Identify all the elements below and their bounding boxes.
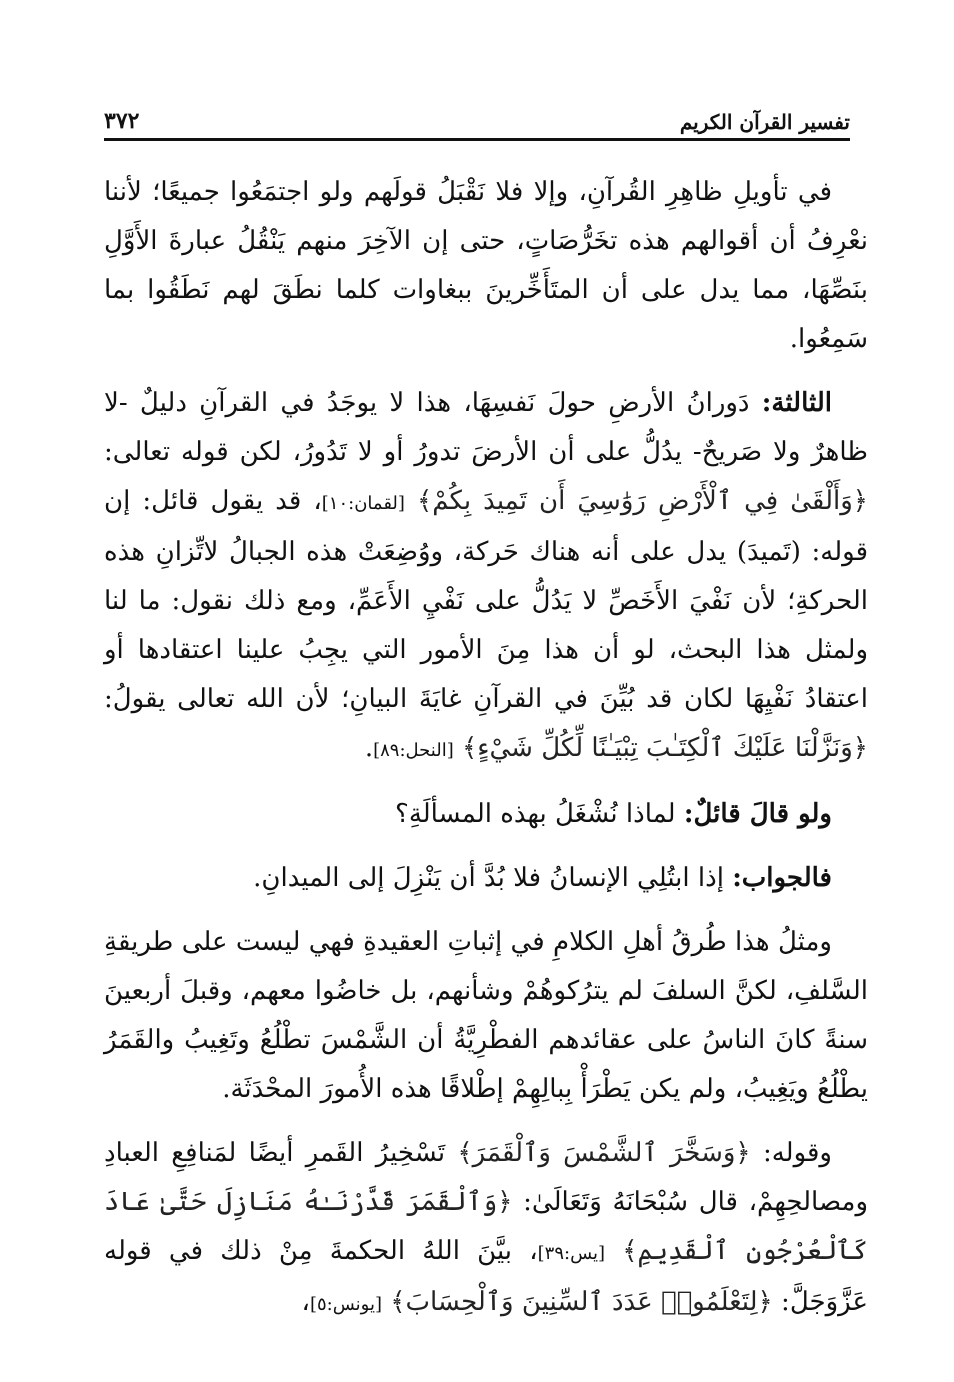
paragraph-2 bbox=[104, 379, 868, 775]
paragraph-text: وقوله: bbox=[750, 1138, 832, 1168]
quran-verse: ﴿لِتَعْلَمُوا۟ عَدَدَ ٱلسِّنِينَ وَٱلْحِسَابَ﴾ bbox=[390, 1287, 773, 1317]
paragraph-text: إذا ابتُلِي الإنسانُ فلا بُدَّ أن يَنْزِلَ إلى الميدانِ. bbox=[253, 863, 733, 893]
paragraph-text: ، بيَّنَ اللهُ الحكمةَ مِنْ ذلك في قوله عَزَّوَجَلَّ: bbox=[104, 1236, 868, 1317]
quran-verse: ﴿وَنَزَّلْنَا عَلَيْكَ ٱلْكِتَـٰبَ تِبْيَـٰنًا لِّكُلِّ شَيْءٍ﴾ bbox=[462, 733, 868, 763]
quran-verse: ﴿وَسَخَّرَ ٱلشَّمْسَ وَٱلْقَمَرَ﴾ bbox=[457, 1138, 751, 1168]
verse-reference: [يونس:٥] bbox=[309, 1294, 383, 1315]
paragraph-lead: ولو قالَ قائلٌ: bbox=[683, 799, 832, 829]
paragraph-end: . bbox=[364, 733, 374, 763]
verse-reference: [يس:٣٩] bbox=[537, 1243, 606, 1264]
paragraph-end: ، bbox=[301, 1287, 310, 1317]
paragraph-text: دَورانُ الأرضِ حولَ نَفسِهَا، هذا لا يوجَدُ في القرآنِ دليلٌ -لا ظاهرٌ ولا صَريحٌ- يدُلُّ على أن الأرضَ تدورُ أو لا تَدُورُ، لكن قوله تعالى: bbox=[104, 388, 868, 467]
book-title: تفسير القرآن الكريم bbox=[679, 110, 850, 134]
paragraph-text: لماذا نُشْغَلُ بهذه المسألَةِ؟ bbox=[395, 799, 684, 829]
paragraph-text: في تأويلِ ظاهِرِ القُرآنِ، وإلا فلا نَقْبَلُ قولَهم ولو اجتمَعُوا جميعًا؛ لأننا نعْرِفُ أن أقوالهم هذه تخَرُّصَاتٍ، حتى إن الآخِرَ منهم يَنْقُلُ عبارةَ الأَوَّلِ بنَصِّهَا، مما يدل على أن المتَأَخِّرينَ ببغاوات كلما نطَقَ لهم نَطَقُوا بما سَمِعُوا. bbox=[104, 177, 868, 354]
quran-verse: ﴿وَٱلْقَمَرَ قَدَّرْنَـٰهُ مَنَازِلَ حَتَّىٰ عَادَ كَٱلْعُرْجُونِ ٱلْقَدِيمِ﴾ bbox=[104, 1187, 869, 1266]
page-header bbox=[104, 104, 850, 141]
paragraph-4 bbox=[104, 854, 868, 903]
page-number: ٣٧٢ bbox=[104, 108, 140, 134]
verse-reference: [النحل:٨٩] bbox=[373, 740, 454, 761]
verse-reference: [لقمان:١٠] bbox=[321, 493, 405, 514]
paragraph-lead: الثالثة: bbox=[761, 388, 832, 418]
paragraph-lead: فالجواب: bbox=[732, 863, 832, 893]
paragraph-5 bbox=[104, 918, 868, 1114]
paragraph-3 bbox=[104, 790, 868, 839]
quran-verse: ﴿وَأَلْقَىٰ فِي ٱلْأَرْضِ رَوَٰسِيَ أَن تَمِيدَ بِكُمْ﴾ bbox=[417, 486, 869, 516]
paragraph-text: تَسْخِيرُ القَمرِ أيضًا لمَنافِعِ العبادِ ومصالحِهِمْ، قال سُبْحَانَهُ وَتَعَالَىٰ: bbox=[104, 1138, 868, 1217]
paragraph-text: ، قد يقول قائل: إن قوله: (تَميدَ) يدل على أنه هناك حَركة، ووُضِعَتْ هذه الجبالُ لاتِّزانِ هذه الحركةِ؛ لأن نَفْيَ الأَخَصِّ لا يَدُلُّ على نَفْيِ الأَعَمِّ، ومع ذلك نقول: ما لنا ولمثل هذا البحث، لو أن هذا مِنَ الأمور التي يجِبُ علينا اعتقادها أو اعتقادُ نَفْيِهَا لكان قد بُيِّنَ في القرآنِ غايَةَ البيانِ؛ لأن الله تعالى يقولُ: bbox=[104, 486, 868, 714]
paragraph-text: ومثلُ هذا طُرقُ أهلِ الكلامِ في إثباتِ العقيدةِ فهي ليست على طريقةِ السَّلفِ، لكنَّ السلفَ لم يترُكوهُمْ وشأنهم، بل خاضُوا معهم، وقبلَ أربعينَ سنةً كانَ الناسُ على عقائدهم الفطْرِيَّةُ أن الشَّمْسَ تطْلُعُ وتَغِيبُ والقَمَرُ يطْلُعُ ويَغِيبُ، ولم يكن يَطْرَأْ بِبالِهِمْ إطْلاقًا هذه الأُمورَ المحْدَثَة. bbox=[104, 927, 868, 1104]
paragraph-6 bbox=[104, 1129, 868, 1329]
page-body bbox=[104, 168, 868, 1329]
paragraph-1 bbox=[104, 168, 868, 364]
